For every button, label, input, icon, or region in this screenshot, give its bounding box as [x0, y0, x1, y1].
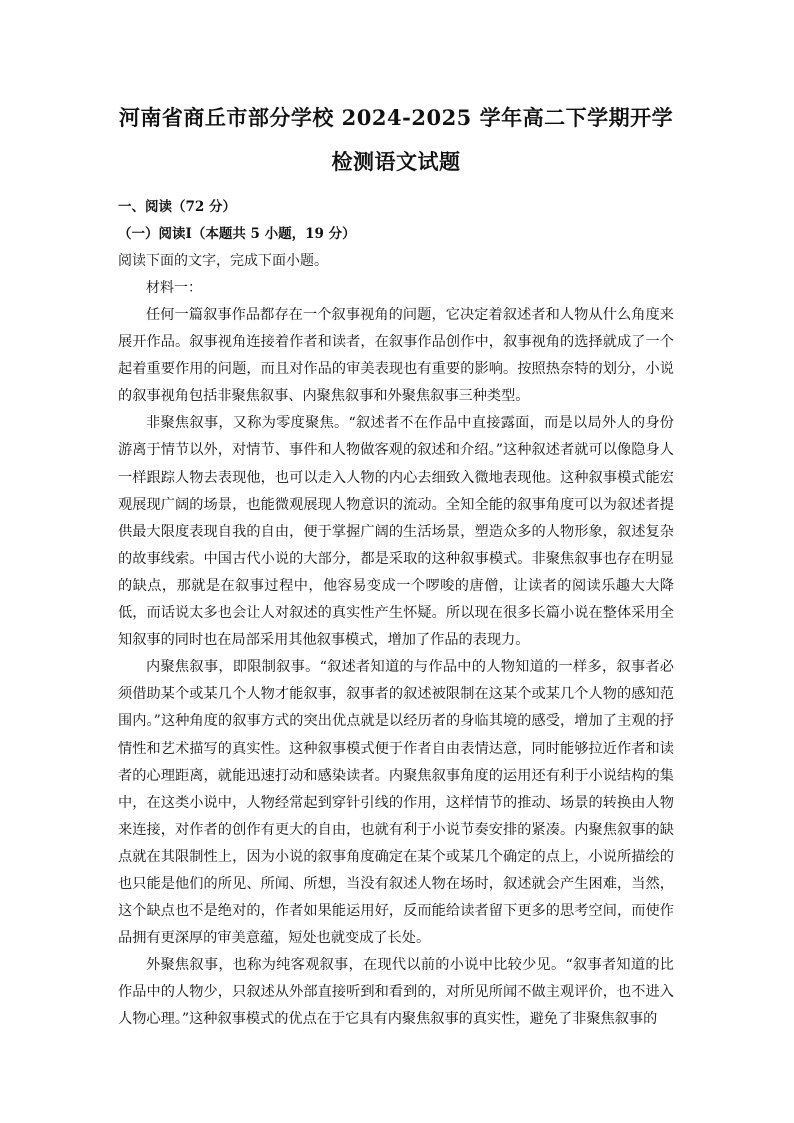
section-heading: 一、阅读（72 分） [118, 199, 236, 215]
paragraph-4: 外聚焦叙事，也称为纯客观叙事，在现代以前的小说中比较少见。“叙事者知道的比作品中的人物少，只叙述从外部直接听到和看到的，对所见所闻不做主观评价，也不进入人物心理。”这种叙事模式的优点在于它具有内聚焦叙事的真实性，避免了非聚焦叙事的 [118, 957, 674, 1028]
reading-instruction: 阅读下面的文字，完成下面小题。 [118, 253, 328, 269]
paragraph-2: 非聚焦叙事，又称为零度聚焦。“叙述者不在作品中直接露面，而是以局外人的身份游离于情节以外，对情节、事件和人物做客观的叙述和介绍。”这种叙述者就可以像隐身人一样跟踪人物去表现他，也可以走入人物的内心去细致入微地表现他。这种叙事模式能宏观展现广阔的场景，也能微观展现人物意识的流动。全知全能的叙事角度可以为叙述者提供最大限度表现自我的自由，便于掌握广阔的生活场景，塑造众多的人物形象，叙述复杂的故事线索。中国古代小说的大部分，都是采取的这种叙事模式。非聚焦叙事也存在明显的缺点，那就是在叙事过程中，他容易变成一个啰唆的唐僧，让读者的阅读乐趣大大降低，而话说太多也会让人对叙述的真实性产生怀疑。所以现在很多长篇小说在整体采用全知叙事的同时也在局部采用其他叙事模式，增加了作品的表现力。 [118, 415, 674, 649]
subsection-heading: （一）阅读Ⅰ（本题共 5 小题，19 分） [118, 226, 356, 242]
material-label: 材料一： [146, 280, 202, 296]
document-title [118, 96, 674, 184]
paragraph-3: 内聚焦叙事，即限制叙事。“叙述者知道的与作品中的人物知道的一样多，叙事者必须借助某个或某几个人物才能叙事，叙事者的叙述被限制在这某个或某几个人物的感知范围内。”这种角度的叙事方式的突出优点就是以经历者的身临其境的感受，增加了主观的抒情性和艺术描写的真实性。这种叙事模式便于作者自由表情达意，同时能够拉近作者和读者的心理距离，就能迅速打动和感染读者。内聚焦叙事角度的运用还有利于小说结构的集中，在这类小说中，人物经常起到穿针引线的作用，这样情节的推动、场景的转换由人物来连接，对作者的创作有更大的自由，也就有利于小说节奏安排的紧凑。内聚焦叙事的缺点就在其限制性上，因为小说的叙事角度确定在某个或某几个确定的点上，小说所描绘的也只能是他们的所见、所闻、所想，当没有叙述人物在场时，叙述就会产生困难，当然，这个缺点也不是绝对的，作者如果能运用好，反而能给读者留下更多的思考空间，而使作品拥有更深厚的审美意蕴，短处也就变成了长处。 [118, 659, 674, 947]
paragraph-1: 任何一篇叙事作品都存在一个叙事视角的问题，它决定着叙述者和人物从什么角度来展开作品。叙事视角连接着作者和读者，在叙事作品创作中，叙事视角的选择就成了一个起着重要作用的问题，而且对作品的审美表现也有重要的影响。按照热奈特的划分，小说的叙事视角包括非聚焦叙事、内聚焦叙事和外聚焦叙事三种类型。 [118, 307, 674, 405]
title-line-1: 河南省商丘市部分学校 2024-2025 学年高二下学期开学 [118, 105, 674, 130]
title-line-2: 检测语文试题 [331, 149, 461, 174]
